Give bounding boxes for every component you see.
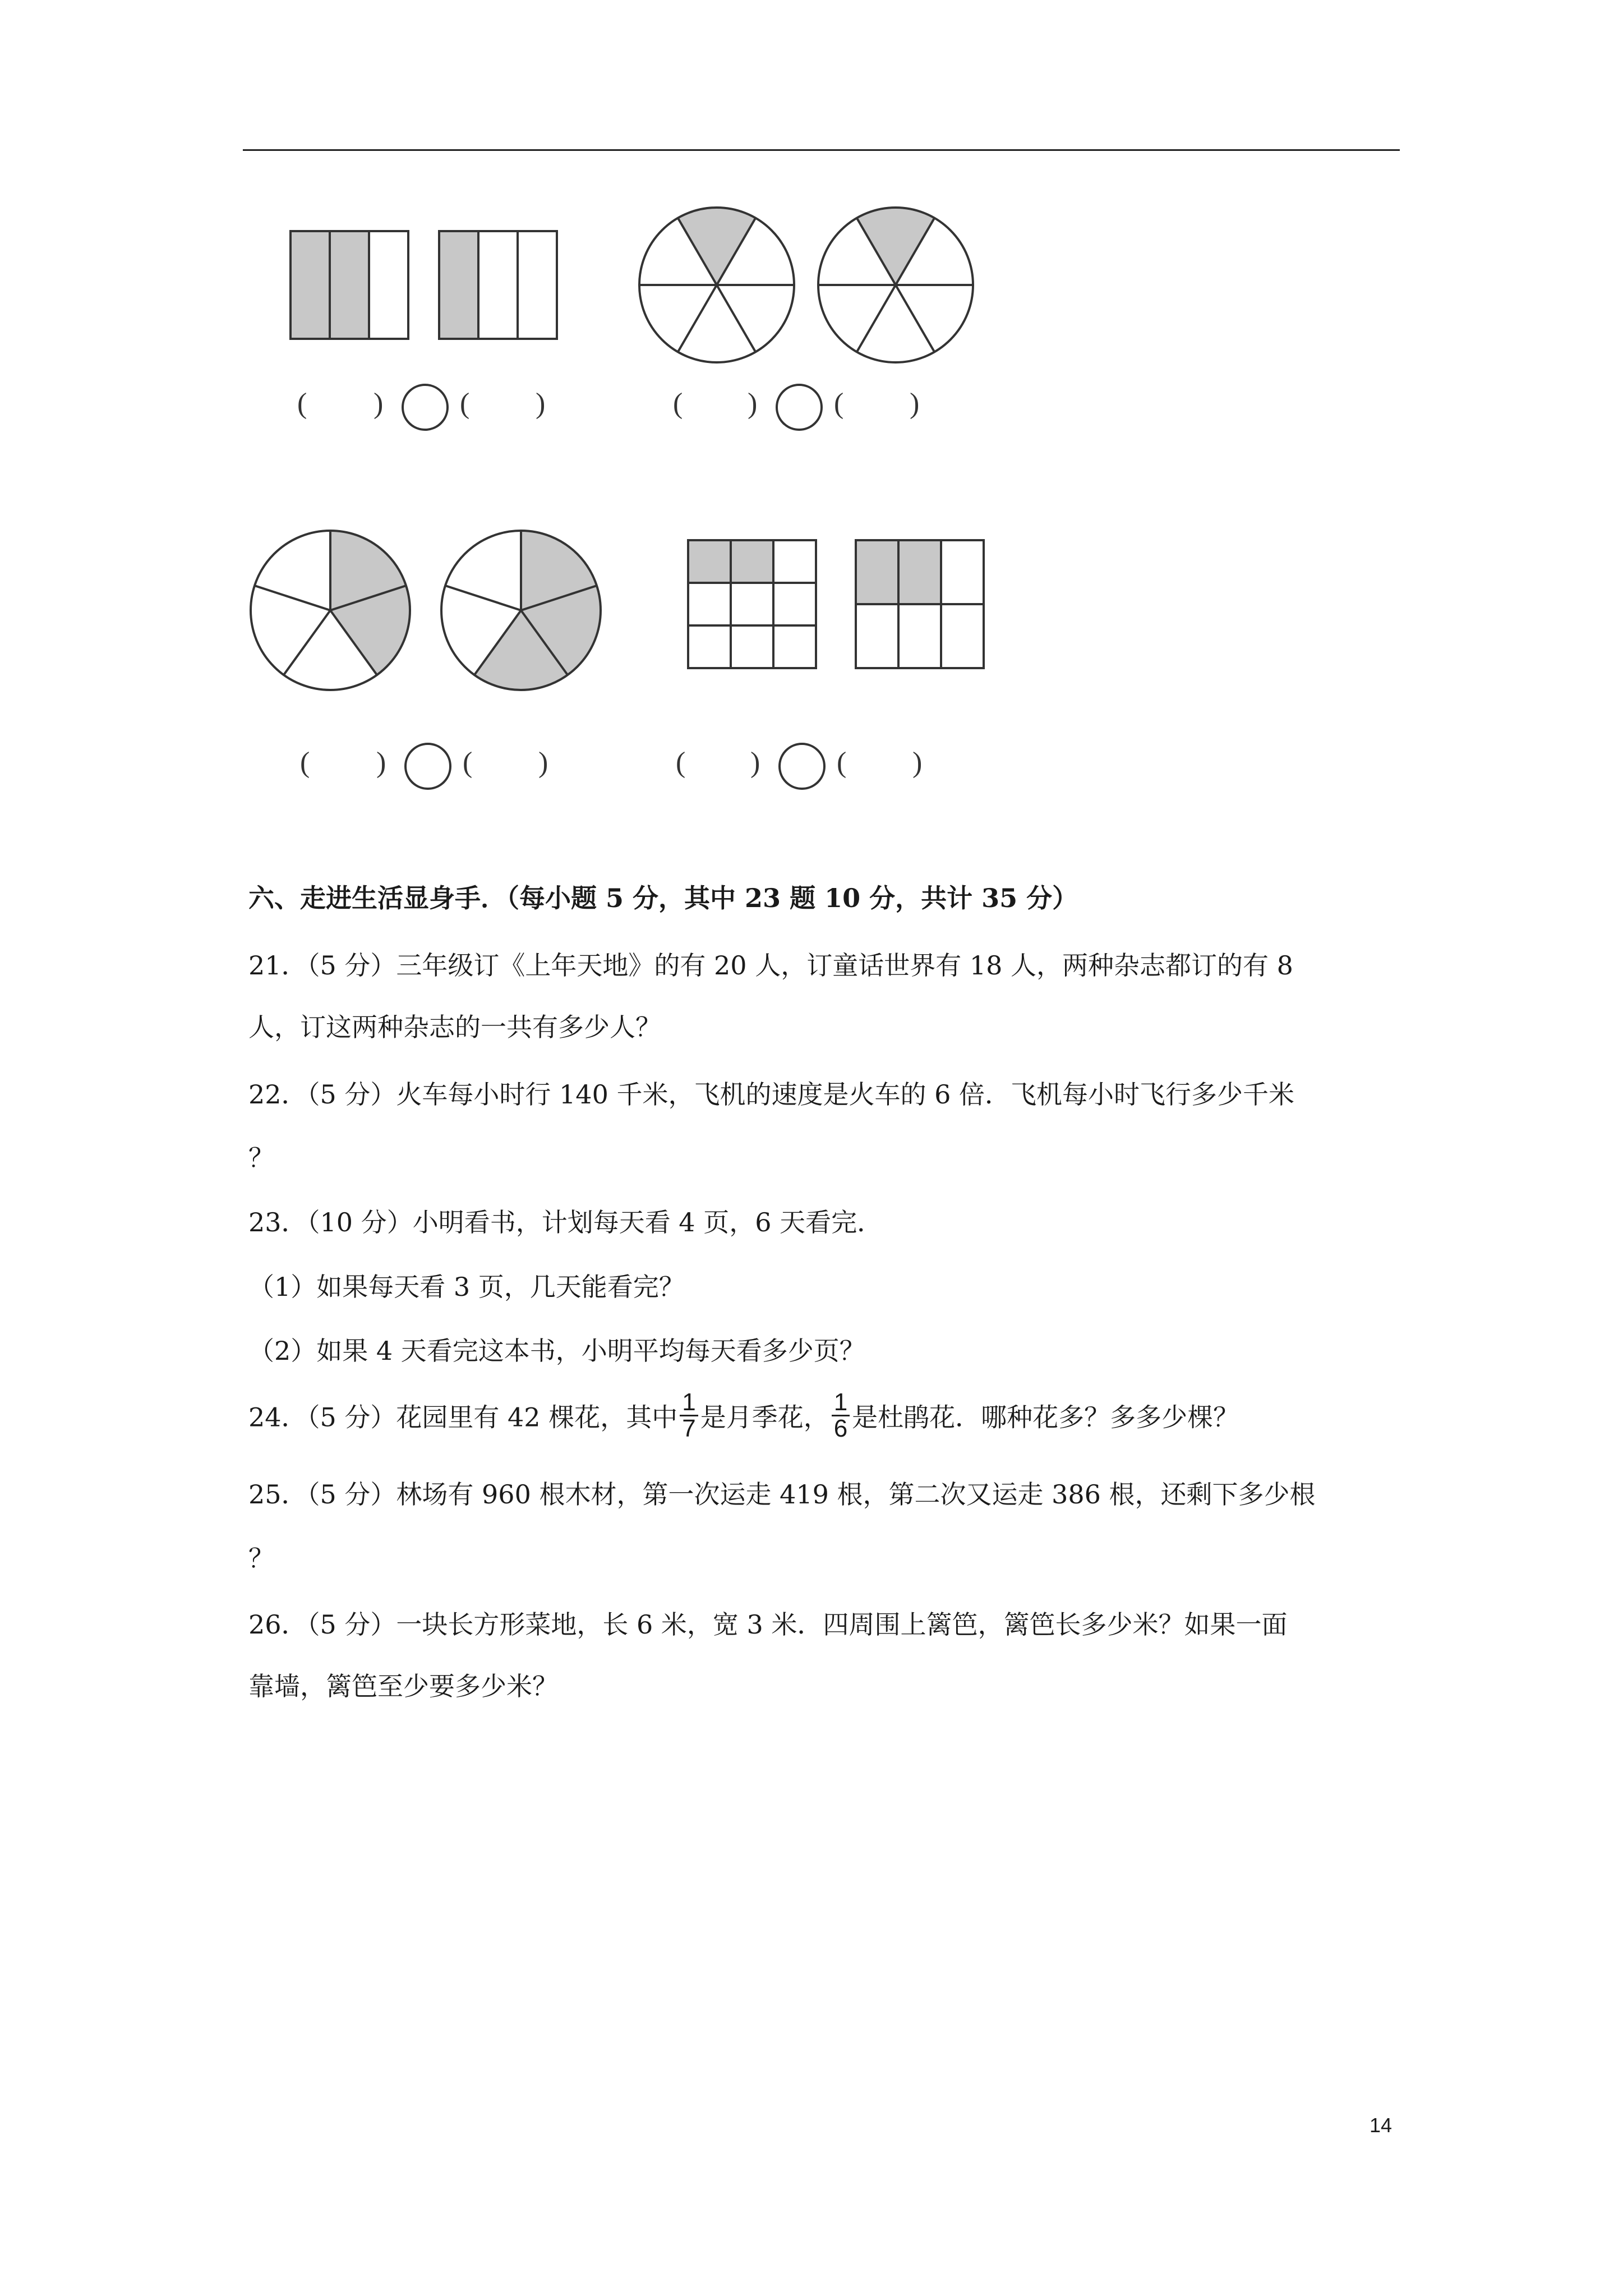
circle-figure-a (639, 208, 794, 362)
fraction-one-seventh (680, 1390, 698, 1441)
paren-left: ( (676, 747, 686, 779)
compare-circle-4[interactable] (778, 743, 826, 790)
grid-figure-a (688, 540, 816, 668)
question-23-subquestion-2: （2）如果 4 天看完这本书，小明平均每天看多少页？ (248, 1336, 865, 1366)
fraction-one-sixth (832, 1390, 850, 1441)
paren-right: ) (748, 388, 758, 420)
paren-left: ( (297, 388, 307, 420)
question-21-line-2: 人，订这两种杂志的一共有多少人？ (248, 1012, 661, 1042)
paren-right: ) (536, 388, 546, 420)
question-22-line-1: 22．（5 分）火车每小时行 140 千米，飞机的速度是火车的 6 倍．飞机每小时飞行多少千米 (248, 1079, 1294, 1110)
paren-right: ) (376, 747, 386, 779)
paren-left: ( (460, 388, 470, 420)
pie-figure-b (441, 531, 601, 690)
question-25-line-1: 25．（5 分）林场有 960 根木材，第一次运走 419 根，第二次又运走 386 根，还剩下多少根 (248, 1479, 1316, 1510)
grid-figure-b (856, 540, 984, 668)
paren-left: ( (463, 747, 473, 779)
question-23-line-1: 23．（10 分）小明看书，计划每天看 4 页，6 天看完． (248, 1207, 883, 1237)
paren-left: ( (673, 388, 683, 420)
paren-right: ) (912, 747, 923, 779)
paren-right: ) (374, 388, 384, 420)
compare-circle-3[interactable] (404, 743, 451, 790)
question-24-text-3: 是杜鹃花．哪种花多？多多少棵？ (852, 1402, 1239, 1433)
fraction-numerator: 1 (680, 1390, 698, 1416)
paren-right: ) (910, 388, 920, 420)
paren-right: ) (750, 747, 760, 779)
question-24-text-2: 是月季花， (700, 1402, 829, 1433)
rect-figure-b (439, 231, 557, 339)
paren-right: ) (538, 747, 548, 779)
paren-left: ( (300, 747, 310, 779)
question-25-line-2: ？ (248, 1543, 274, 1573)
compare-circle-2[interactable] (776, 384, 823, 431)
fraction-denominator: 7 (682, 1415, 696, 1442)
compare-circle-1[interactable] (402, 384, 449, 431)
question-23-subquestion-1: （1）如果每天看 3 页，几天能看完？ (248, 1272, 685, 1302)
question-24 (248, 1390, 1239, 1441)
question-26-line-2: 靠墙，篱笆至少要多少米？ (248, 1671, 558, 1701)
question-21-line-1: 21．（5 分）三年级订《上年天地》的有 20 人，订童话世界有 18 人，两种杂志都订的有 8 (248, 950, 1293, 981)
page-number: 14 (1370, 2114, 1393, 2137)
rect-figure-a (291, 231, 408, 339)
paren-left: ( (834, 388, 844, 420)
question-24-text-1: 24．（5 分）花园里有 42 棵花，其中 (248, 1402, 678, 1433)
question-26-line-1: 26．（5 分）一块长方形菜地，长 6 米，宽 3 米．四周围上篱笆，篱笆长多少米？如果一面 (248, 1609, 1288, 1640)
question-22-line-2: ？ (248, 1143, 274, 1173)
fraction-numerator: 1 (832, 1390, 850, 1416)
fraction-denominator: 6 (833, 1415, 848, 1442)
pie-figure-a (251, 531, 410, 690)
section-title: 六、走进生活显身手．（每小题 5 分，其中 23 题 10 分，共计 35 分） (248, 883, 1078, 913)
circle-figure-b (818, 208, 973, 362)
paren-left: ( (837, 747, 847, 779)
